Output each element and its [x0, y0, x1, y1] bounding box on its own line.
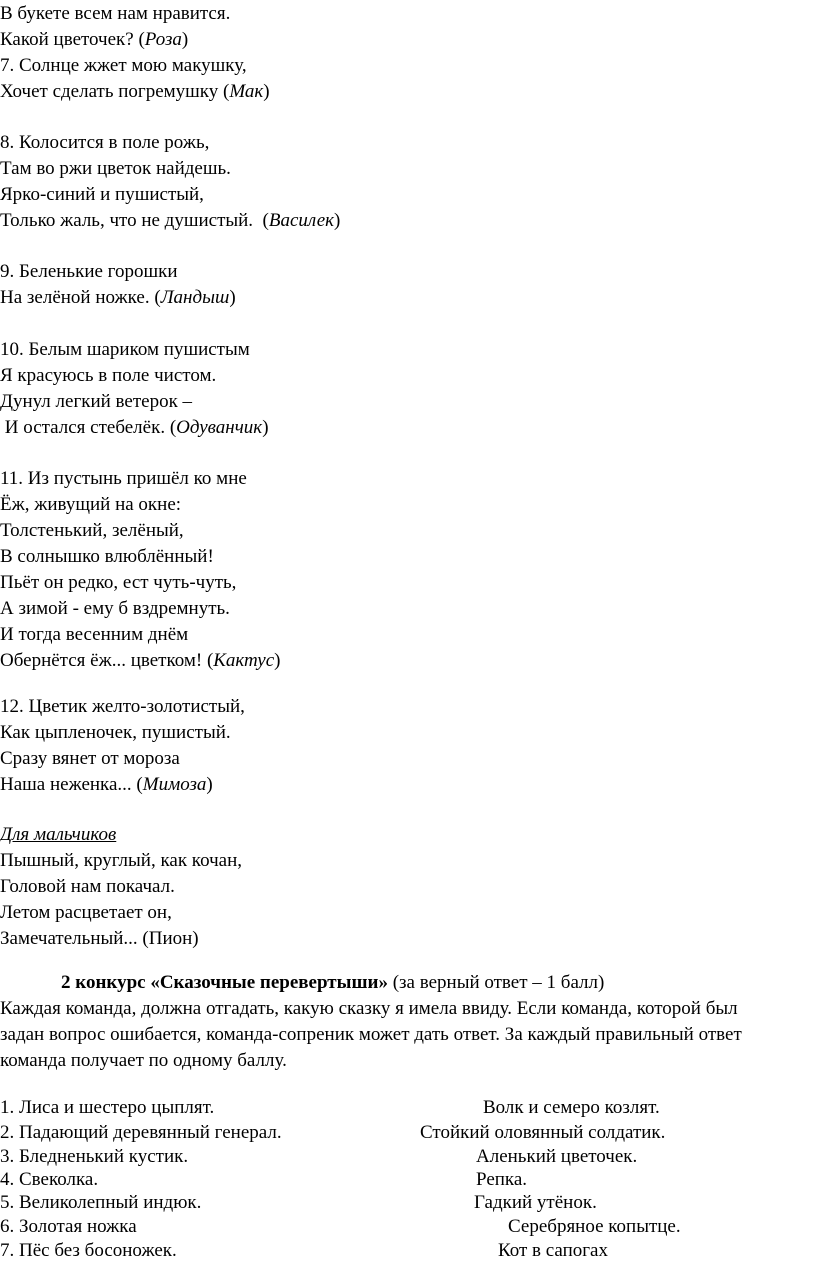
- contest-question: 2. Падающий деревянный генерал.: [0, 1122, 282, 1143]
- riddle-line: Обернётся ёж... цветком! (Кактус): [0, 650, 281, 671]
- contest-question: 1. Лиса и шестеро цыплят.: [0, 1097, 215, 1118]
- riddle-line: 8. Колосится в поле рожь,: [0, 132, 210, 153]
- riddle-line: Наша неженка... (Мимоза): [0, 774, 213, 795]
- riddle-line: И тогда весенним днём: [0, 624, 189, 645]
- contest-answer: Стойкий оловянный солдатик.: [420, 1122, 666, 1143]
- contest-title-bold: 2 конкурс «Сказочные перевертыши»: [61, 972, 388, 993]
- contest-description: Каждая команда, должна отгадать, какую сказку я имела ввиду. Если команда, которой был: [0, 998, 738, 1019]
- riddle-answer: Мимоза: [142, 774, 207, 795]
- riddle-line: 9. Беленькие горошки: [0, 261, 178, 282]
- boys-line: Пышный, круглый, как кочан,: [0, 850, 242, 871]
- riddle-line: Хочет сделать погремушку (Мак): [0, 81, 270, 102]
- riddle-line: Толстенький, зелёный,: [0, 520, 184, 541]
- boys-line: Замечательный... (Пион): [0, 928, 199, 949]
- riddle-answer: Ландыш: [160, 287, 230, 308]
- contest-answer: Серебряное копытце.: [508, 1216, 681, 1237]
- riddle-line: Сразу вянет от мороза: [0, 748, 180, 769]
- contest-answer: Репка.: [476, 1169, 528, 1190]
- boys-heading: Для мальчиков: [0, 824, 117, 845]
- riddle-line: И остался стебелёк. (Одуванчик): [0, 417, 269, 438]
- riddle-line: В солнышко влюблённый!: [0, 546, 214, 567]
- contest-question: 3. Бледненький кустик.: [0, 1146, 189, 1167]
- contest-description: задан вопрос ошибается, команда-сопреник может дать ответ. За каждый правильный ответ: [0, 1024, 742, 1045]
- riddle-line: В букете всем нам нравится.: [0, 3, 231, 24]
- riddle-line: Какой цветочек? (Роза): [0, 29, 189, 50]
- riddle-answer: Одуванчик: [176, 417, 263, 438]
- riddle-line: Дунул легкий ветерок –: [0, 391, 193, 412]
- contest-answer: Аленький цветочек.: [476, 1146, 638, 1167]
- riddle-answer: Василек: [268, 210, 335, 231]
- riddle-line: 12. Цветик желто-золотистый,: [0, 696, 245, 717]
- contest-question: 5. Великолепный индюк.: [0, 1192, 202, 1213]
- riddle-line: Как цыпленочек, пушистый.: [0, 722, 231, 743]
- riddle-answer: Мак: [229, 81, 264, 102]
- riddle-line: На зелёной ножке. (Ландыш): [0, 287, 236, 308]
- boys-line: Головой нам покачал.: [0, 876, 175, 897]
- contest-answer: Гадкий утёнок.: [474, 1192, 597, 1213]
- riddle-line: Пьёт он редко, ест чуть-чуть,: [0, 572, 237, 593]
- contest-question: 7. Пёс без босоножек.: [0, 1240, 177, 1261]
- riddle-line: Там во ржи цветок найдешь.: [0, 158, 231, 179]
- riddle-answer: Роза: [144, 29, 182, 50]
- riddle-answer: Кактус: [213, 650, 275, 671]
- contest-question: 4. Свеколка.: [0, 1169, 99, 1190]
- contest-answer: Кот в сапогах: [498, 1240, 608, 1261]
- boys-line: Летом расцветает он,: [0, 902, 172, 923]
- contest-description: команда получает по одному баллу.: [0, 1050, 287, 1071]
- contest-question: 6. Золотая ножка: [0, 1216, 137, 1237]
- contest-answer: Волк и семеро козлят.: [483, 1097, 660, 1118]
- contest-score-note: (за верный ответ – 1 балл): [387, 972, 605, 993]
- riddle-line: 11. Из пустынь пришёл ко мне: [0, 468, 247, 489]
- riddle-line: 10. Белым шариком пушистым: [0, 339, 250, 360]
- riddle-line: Только жаль, что не душистый. (Василек): [0, 210, 341, 231]
- riddle-line: Ярко-синий и пушистый,: [0, 184, 204, 205]
- riddle-line: Я красуюсь в поле чистом.: [0, 365, 217, 386]
- riddle-line: А зимой - ему б вздремнуть.: [0, 598, 230, 619]
- riddle-line: 7. Солнце жжет мою макушку,: [0, 55, 247, 76]
- riddle-line: Ёж, живущий на окне:: [0, 494, 182, 515]
- contest-title: [61, 970, 604, 996]
